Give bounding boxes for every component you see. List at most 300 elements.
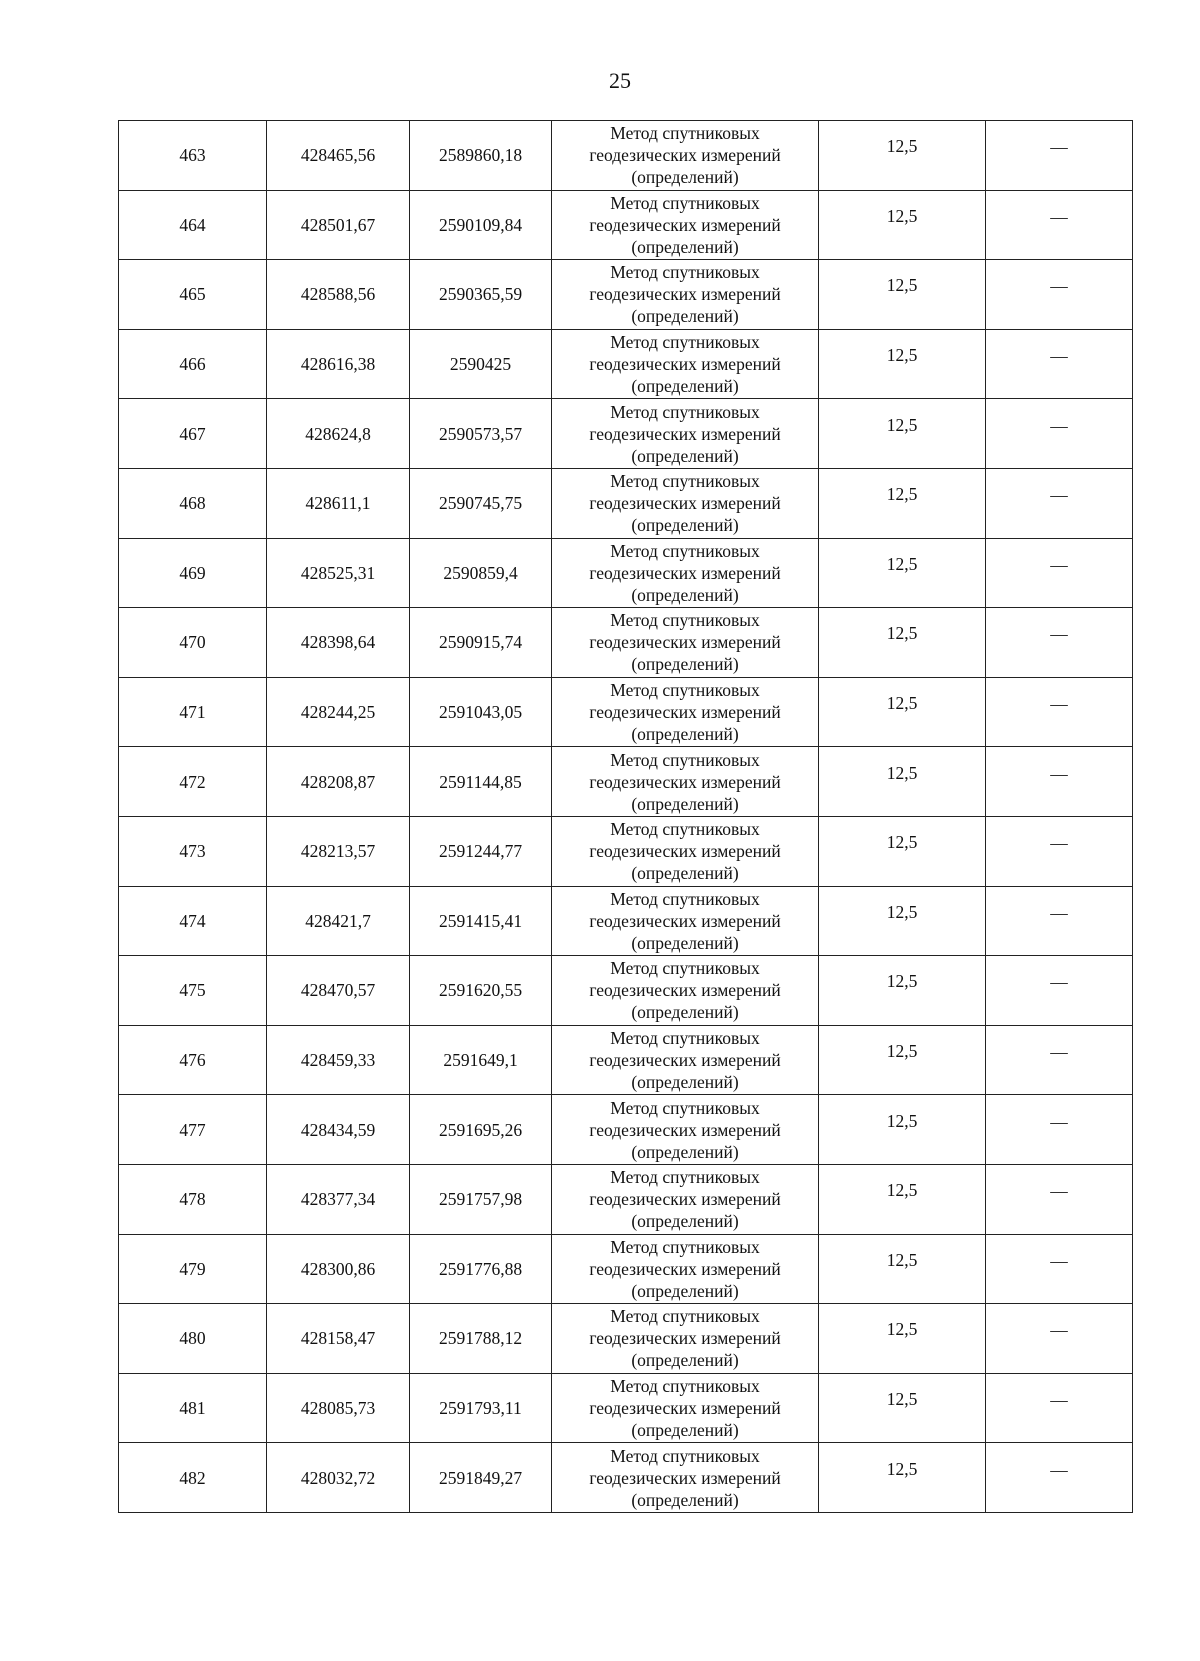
x-coordinate-cell (267, 1095, 410, 1165)
description-cell (986, 1234, 1133, 1304)
point-number-cell (119, 608, 267, 678)
point-number-cell-text: 477 (179, 1119, 206, 1140)
accuracy-cell (819, 1373, 986, 1443)
y-coordinate-cell-text: 2591244,77 (438, 841, 523, 862)
accuracy-cell-text: 12,5 (886, 832, 918, 853)
y-coordinate-cell (410, 121, 552, 191)
accuracy-cell-text: 12,5 (886, 1458, 918, 1479)
y-coordinate-cell-text: 2589860,18 (438, 145, 523, 166)
point-number-cell-text: 480 (179, 1328, 206, 1349)
page-number: 25 (609, 68, 631, 93)
method-cell (552, 1304, 819, 1374)
method-cell (552, 190, 819, 260)
accuracy-cell-text: 12,5 (886, 762, 918, 783)
table-row (119, 329, 1133, 399)
y-coordinate-cell-text: 2591415,41 (438, 910, 523, 931)
accuracy-cell (819, 608, 986, 678)
accuracy-cell-text: 12,5 (886, 1388, 918, 1409)
accuracy-cell-text: 12,5 (886, 205, 918, 226)
method-line: (определений) (631, 515, 739, 536)
accuracy-cell-text: 12,5 (886, 1110, 918, 1131)
x-coordinate-cell (267, 1164, 410, 1234)
point-number-cell-text: 465 (179, 284, 206, 305)
y-coordinate-cell (410, 329, 552, 399)
accuracy-cell-text: 12,5 (886, 553, 918, 574)
point-number-cell (119, 468, 267, 538)
accuracy-cell (819, 468, 986, 538)
description-cell-text: — (1050, 1389, 1068, 1410)
method-line: (определений) (631, 793, 739, 814)
description-cell (986, 538, 1133, 608)
x-coordinate-cell-text: 428158,47 (300, 1328, 376, 1349)
x-coordinate-cell (267, 886, 410, 956)
point-number-cell (119, 816, 267, 886)
point-number-cell-text: 463 (179, 145, 206, 166)
point-number-cell-text: 473 (179, 841, 206, 862)
description-cell (986, 468, 1133, 538)
x-coordinate-cell-text: 428616,38 (300, 354, 376, 375)
method-line: Метод спутниковых (610, 888, 760, 909)
y-coordinate-cell-text: 2590859,4 (443, 562, 518, 583)
accuracy-cell-text: 12,5 (886, 1249, 918, 1270)
method-line: геодезических измерений (589, 284, 781, 305)
description-cell (986, 886, 1133, 956)
table-row (119, 190, 1133, 260)
method-line: (определений) (631, 932, 739, 953)
accuracy-cell (819, 1234, 986, 1304)
method-cell (552, 747, 819, 817)
method-cell (552, 1234, 819, 1304)
method-line: Метод спутниковых (610, 471, 760, 492)
point-number-cell-text: 467 (179, 423, 206, 444)
x-coordinate-cell-text: 428611,1 (305, 493, 371, 514)
method-line: Метод спутниковых (610, 401, 760, 422)
accuracy-cell (819, 747, 986, 817)
method-line: геодезических измерений (589, 1397, 781, 1418)
accuracy-cell-text: 12,5 (886, 1319, 918, 1340)
x-coordinate-cell (267, 538, 410, 608)
table-row (119, 121, 1133, 191)
y-coordinate-cell-text: 2590573,57 (438, 423, 523, 444)
x-coordinate-cell-text: 428434,59 (300, 1119, 376, 1140)
accuracy-cell-text: 12,5 (886, 275, 918, 296)
method-line: (определений) (631, 306, 739, 327)
table-row (119, 399, 1133, 469)
method-cell (552, 329, 819, 399)
y-coordinate-cell (410, 260, 552, 330)
point-number-cell (119, 329, 267, 399)
method-line: геодезических измерений (589, 423, 781, 444)
description-cell-text: — (1050, 833, 1068, 854)
accuracy-cell (819, 1304, 986, 1374)
description-cell (986, 956, 1133, 1026)
description-cell-text: — (1050, 763, 1068, 784)
method-line: Метод спутниковых (610, 332, 760, 353)
description-cell-text: — (1050, 137, 1068, 158)
point-number-cell (119, 1164, 267, 1234)
x-coordinate-cell (267, 260, 410, 330)
method-cell (552, 816, 819, 886)
method-line: геодезических измерений (589, 841, 781, 862)
method-line: (определений) (631, 1141, 739, 1162)
accuracy-cell-text: 12,5 (886, 623, 918, 644)
method-line: (определений) (631, 1489, 739, 1510)
method-line: геодезических измерений (589, 1467, 781, 1488)
y-coordinate-cell (410, 1373, 552, 1443)
x-coordinate-cell (267, 329, 410, 399)
method-line: геодезических измерений (589, 562, 781, 583)
method-line: геодезических измерений (589, 354, 781, 375)
point-number-cell-text: 476 (179, 1050, 206, 1071)
method-line: (определений) (631, 1350, 739, 1371)
y-coordinate-cell-text: 2591620,55 (438, 980, 523, 1001)
y-coordinate-cell-text: 2591649,1 (443, 1050, 518, 1071)
method-line: (определений) (631, 1280, 739, 1301)
x-coordinate-cell-text: 428244,25 (300, 702, 376, 723)
description-cell (986, 1304, 1133, 1374)
point-number-cell-text: 469 (179, 562, 206, 583)
point-number-cell-text: 482 (179, 1467, 206, 1488)
method-line: (определений) (631, 863, 739, 884)
point-number-cell-text: 470 (179, 632, 206, 653)
accuracy-cell (819, 1025, 986, 1095)
accuracy-cell-text: 12,5 (886, 971, 918, 992)
accuracy-cell (819, 956, 986, 1026)
accuracy-cell-text: 12,5 (886, 414, 918, 435)
accuracy-cell-text: 12,5 (886, 1180, 918, 1201)
coordinates-table (118, 120, 1133, 1513)
accuracy-cell-text: 12,5 (886, 484, 918, 505)
method-line: геодезических измерений (589, 1050, 781, 1071)
method-line: Метод спутниковых (610, 262, 760, 283)
description-cell (986, 329, 1133, 399)
point-number-cell-text: 478 (179, 1189, 206, 1210)
table-row (119, 1164, 1133, 1234)
point-number-cell (119, 886, 267, 956)
accuracy-cell (819, 677, 986, 747)
description-cell (986, 747, 1133, 817)
x-coordinate-cell (267, 468, 410, 538)
method-cell (552, 1025, 819, 1095)
table-row (119, 538, 1133, 608)
method-line: геодезических измерений (589, 771, 781, 792)
accuracy-cell-text: 12,5 (886, 136, 918, 157)
x-coordinate-cell-text: 428525,31 (300, 562, 376, 583)
method-line: (определений) (631, 376, 739, 397)
y-coordinate-cell-text: 2591757,98 (438, 1189, 523, 1210)
method-cell (552, 608, 819, 678)
point-number-cell (119, 956, 267, 1026)
point-number-cell (119, 1304, 267, 1374)
x-coordinate-cell (267, 1304, 410, 1374)
y-coordinate-cell (410, 1443, 552, 1513)
method-cell (552, 956, 819, 1026)
method-line: Метод спутниковых (610, 958, 760, 979)
method-line: геодезических измерений (589, 1119, 781, 1140)
method-line: геодезических измерений (589, 1189, 781, 1210)
y-coordinate-cell-text: 2591849,27 (438, 1467, 523, 1488)
x-coordinate-cell (267, 1025, 410, 1095)
method-line: Метод спутниковых (610, 610, 760, 631)
x-coordinate-cell (267, 1373, 410, 1443)
accuracy-cell (819, 329, 986, 399)
x-coordinate-cell (267, 1234, 410, 1304)
point-number-cell (119, 677, 267, 747)
y-coordinate-cell-text: 2590745,75 (438, 493, 523, 514)
y-coordinate-cell-text: 2591043,05 (438, 702, 523, 723)
table-row (119, 886, 1133, 956)
y-coordinate-cell (410, 886, 552, 956)
table-row (119, 1443, 1133, 1513)
x-coordinate-cell-text: 428085,73 (300, 1397, 376, 1418)
method-cell (552, 399, 819, 469)
table-row (119, 1025, 1133, 1095)
point-number-cell-text: 468 (179, 493, 206, 514)
method-line: геодезических измерений (589, 910, 781, 931)
method-line: (определений) (631, 445, 739, 466)
x-coordinate-cell-text: 428465,56 (300, 145, 376, 166)
point-number-cell-text: 466 (179, 354, 206, 375)
y-coordinate-cell-text: 2591788,12 (438, 1328, 523, 1349)
method-line: Метод спутниковых (610, 1375, 760, 1396)
method-line: геодезических измерений (589, 145, 781, 166)
point-number-cell (119, 121, 267, 191)
y-coordinate-cell (410, 1095, 552, 1165)
method-line: (определений) (631, 724, 739, 745)
method-line: геодезических измерений (589, 702, 781, 723)
description-cell-text: — (1050, 1459, 1068, 1480)
method-line: (определений) (631, 1002, 739, 1023)
y-coordinate-cell (410, 1164, 552, 1234)
y-coordinate-cell (410, 1025, 552, 1095)
method-line: Метод спутниковых (610, 749, 760, 770)
y-coordinate-cell (410, 538, 552, 608)
x-coordinate-cell (267, 677, 410, 747)
description-cell (986, 190, 1133, 260)
table-row (119, 1095, 1133, 1165)
method-line: (определений) (631, 1419, 739, 1440)
method-line: геодезических измерений (589, 1258, 781, 1279)
accuracy-cell (819, 1095, 986, 1165)
description-cell-text: — (1050, 554, 1068, 575)
description-cell-text: — (1050, 346, 1068, 367)
x-coordinate-cell-text: 428208,87 (300, 771, 376, 792)
description-cell (986, 260, 1133, 330)
description-cell-text: — (1050, 972, 1068, 993)
method-line: (определений) (631, 236, 739, 257)
method-line: Метод спутниковых (610, 192, 760, 213)
description-cell (986, 1443, 1133, 1513)
point-number-cell (119, 1095, 267, 1165)
y-coordinate-cell (410, 399, 552, 469)
x-coordinate-cell-text: 428300,86 (300, 1258, 376, 1279)
y-coordinate-cell-text: 2590109,84 (438, 214, 523, 235)
accuracy-cell (819, 190, 986, 260)
table-row (119, 677, 1133, 747)
accuracy-cell (819, 816, 986, 886)
point-number-cell (119, 1234, 267, 1304)
method-line: геодезических измерений (589, 493, 781, 514)
y-coordinate-cell-text: 2590915,74 (438, 632, 523, 653)
description-cell (986, 1025, 1133, 1095)
accuracy-cell-text: 12,5 (886, 693, 918, 714)
point-number-cell-text: 475 (179, 980, 206, 1001)
description-cell-text: — (1050, 1320, 1068, 1341)
method-line: Метод спутниковых (610, 819, 760, 840)
table-row (119, 816, 1133, 886)
accuracy-cell (819, 1164, 986, 1234)
method-cell (552, 121, 819, 191)
point-number-cell-text: 479 (179, 1258, 206, 1279)
y-coordinate-cell (410, 1304, 552, 1374)
method-line: (определений) (631, 584, 739, 605)
method-cell (552, 1373, 819, 1443)
description-cell-text: — (1050, 1111, 1068, 1132)
accuracy-cell (819, 121, 986, 191)
method-cell (552, 1164, 819, 1234)
description-cell-text: — (1050, 1042, 1068, 1063)
x-coordinate-cell-text: 428421,7 (305, 910, 371, 931)
y-coordinate-cell (410, 468, 552, 538)
method-cell (552, 677, 819, 747)
method-line: Метод спутниковых (610, 540, 760, 561)
method-cell (552, 538, 819, 608)
y-coordinate-cell (410, 608, 552, 678)
method-line: (определений) (631, 1072, 739, 1093)
accuracy-cell-text: 12,5 (886, 1041, 918, 1062)
description-cell (986, 121, 1133, 191)
point-number-cell-text: 472 (179, 771, 206, 792)
method-line: Метод спутниковых (610, 1028, 760, 1049)
method-line: геодезических измерений (589, 214, 781, 235)
method-line: геодезических измерений (589, 632, 781, 653)
method-line: (определений) (631, 654, 739, 675)
x-coordinate-cell-text: 428032,72 (300, 1467, 376, 1488)
y-coordinate-cell-text: 2591144,85 (439, 771, 522, 792)
description-cell-text: — (1050, 1250, 1068, 1271)
method-line: геодезических измерений (589, 1328, 781, 1349)
x-coordinate-cell-text: 428213,57 (300, 841, 376, 862)
method-line: (определений) (631, 167, 739, 188)
y-coordinate-cell (410, 1234, 552, 1304)
y-coordinate-cell (410, 956, 552, 1026)
x-coordinate-cell (267, 956, 410, 1026)
accuracy-cell (819, 1443, 986, 1513)
description-cell (986, 1373, 1133, 1443)
method-line: Метод спутниковых (610, 1445, 760, 1466)
method-line: Метод спутниковых (610, 1306, 760, 1327)
method-cell (552, 260, 819, 330)
point-number-cell (119, 747, 267, 817)
description-cell-text: — (1050, 694, 1068, 715)
method-line: (определений) (631, 1211, 739, 1232)
table-row (119, 468, 1133, 538)
accuracy-cell (819, 538, 986, 608)
table-row (119, 747, 1133, 817)
x-coordinate-cell-text: 428588,56 (300, 284, 376, 305)
x-coordinate-cell (267, 747, 410, 817)
accuracy-cell (819, 399, 986, 469)
method-line: Метод спутниковых (610, 1236, 760, 1257)
point-number-cell (119, 190, 267, 260)
description-cell (986, 1095, 1133, 1165)
x-coordinate-cell (267, 816, 410, 886)
point-number-cell-text: 474 (179, 910, 206, 931)
y-coordinate-cell-text: 2591793,11 (439, 1397, 522, 1418)
description-cell (986, 608, 1133, 678)
y-coordinate-cell-text: 2591695,26 (438, 1119, 523, 1140)
table-row (119, 608, 1133, 678)
table-row (119, 1234, 1133, 1304)
description-cell-text: — (1050, 276, 1068, 297)
x-coordinate-cell-text: 428459,33 (300, 1050, 376, 1071)
y-coordinate-cell (410, 677, 552, 747)
y-coordinate-cell (410, 747, 552, 817)
x-coordinate-cell-text: 428377,34 (300, 1189, 376, 1210)
y-coordinate-cell (410, 816, 552, 886)
point-number-cell (119, 1443, 267, 1513)
point-number-cell-text: 464 (179, 214, 206, 235)
y-coordinate-cell (410, 190, 552, 260)
method-line: Метод спутниковых (610, 1097, 760, 1118)
description-cell-text: — (1050, 415, 1068, 436)
table-row (119, 1373, 1133, 1443)
accuracy-cell-text: 12,5 (886, 345, 918, 366)
coordinates-table-body (119, 121, 1133, 1513)
description-cell (986, 1164, 1133, 1234)
table-row (119, 956, 1133, 1026)
x-coordinate-cell (267, 190, 410, 260)
description-cell (986, 677, 1133, 747)
x-coordinate-cell (267, 121, 410, 191)
method-cell (552, 1095, 819, 1165)
x-coordinate-cell (267, 1443, 410, 1513)
point-number-cell (119, 260, 267, 330)
method-cell (552, 468, 819, 538)
description-cell-text: — (1050, 902, 1068, 923)
point-number-cell (119, 1025, 267, 1095)
method-line: геодезических измерений (589, 980, 781, 1001)
description-cell-text: — (1050, 1181, 1068, 1202)
point-number-cell-text: 481 (179, 1397, 206, 1418)
y-coordinate-cell-text: 2590425 (449, 354, 512, 375)
point-number-cell-text: 471 (179, 702, 206, 723)
description-cell (986, 816, 1133, 886)
method-cell (552, 886, 819, 956)
x-coordinate-cell (267, 608, 410, 678)
accuracy-cell-text: 12,5 (886, 901, 918, 922)
method-line: Метод спутниковых (610, 680, 760, 701)
method-cell (552, 1443, 819, 1513)
x-coordinate-cell-text: 428501,67 (300, 214, 376, 235)
x-coordinate-cell-text: 428624,8 (305, 423, 371, 444)
accuracy-cell (819, 886, 986, 956)
description-cell-text: — (1050, 485, 1068, 506)
point-number-cell (119, 538, 267, 608)
table-row (119, 1304, 1133, 1374)
accuracy-cell (819, 260, 986, 330)
y-coordinate-cell-text: 2591776,88 (438, 1258, 523, 1279)
point-number-cell (119, 1373, 267, 1443)
method-line: Метод спутниковых (610, 1167, 760, 1188)
x-coordinate-cell-text: 428470,57 (300, 980, 376, 1001)
point-number-cell (119, 399, 267, 469)
description-cell-text: — (1050, 624, 1068, 645)
y-coordinate-cell-text: 2590365,59 (438, 284, 523, 305)
x-coordinate-cell-text: 428398,64 (300, 632, 376, 653)
x-coordinate-cell (267, 399, 410, 469)
table-row (119, 260, 1133, 330)
